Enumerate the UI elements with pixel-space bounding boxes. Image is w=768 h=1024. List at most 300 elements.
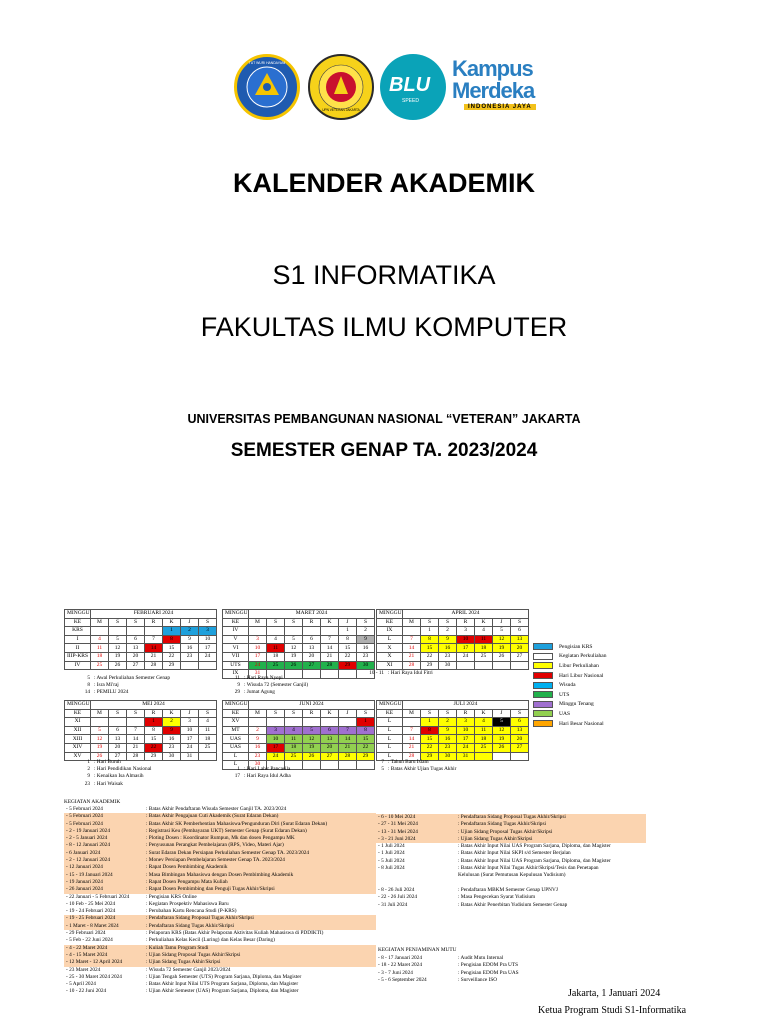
cal-day — [285, 627, 303, 636]
cal-day: 10 — [457, 726, 475, 735]
holiday-item — [62, 759, 212, 766]
cal-day: 1 — [357, 718, 375, 727]
kampus-merdeka-logo — [452, 56, 542, 116]
activity-text: : Pendaftaran Sidang Tugas Akhir/Skripsi — [458, 821, 546, 828]
cal-day: 3 — [199, 627, 217, 636]
cal-day: 5 — [91, 726, 109, 735]
cal-day: 21 — [403, 743, 421, 752]
activity-date: - 5 Juli 2024 — [378, 857, 405, 864]
activity-date: - 8 - 12 Januari 2024 — [66, 842, 110, 849]
cal-day: 22 — [357, 743, 375, 752]
activity-item — [64, 879, 376, 886]
cal-week-label: UTS — [223, 661, 249, 670]
cal-day-header: S — [421, 709, 439, 718]
cal-day: 26 — [303, 752, 321, 761]
cal-day: 22 — [421, 743, 439, 752]
activity-text: : Kegiatan Prospektiv Mahasiswa Baru — [146, 900, 229, 907]
legend-label: UAS — [559, 710, 571, 717]
activity-item — [376, 850, 646, 857]
cal-day: 1 — [421, 718, 439, 727]
cal-day — [321, 627, 339, 636]
cal-day: 27 — [303, 661, 321, 670]
activity-text: : Pengisian EDOM Pra UTS — [458, 962, 519, 969]
activity-item — [376, 821, 646, 828]
holiday-item — [62, 773, 212, 780]
cal-week-label: L — [377, 726, 403, 735]
activity-date: - 1 Juli 2024 — [378, 843, 405, 850]
activity-date: - 5 - 6 September 2024 — [378, 976, 427, 983]
cal-day: 29 — [357, 752, 375, 761]
sign-title: Ketua Program Studi S1-Informatika — [538, 1005, 687, 1016]
cal-day-header: J — [493, 618, 511, 627]
cal-day-header: S — [127, 709, 145, 718]
holiday-text: : Hari Raya Nyepi — [244, 675, 283, 681]
cal-day: 18 — [91, 652, 109, 661]
cal-day-header: R — [303, 709, 321, 718]
cal-week-label: IX — [377, 627, 403, 636]
cal-day: 15 — [421, 735, 439, 744]
cal-day: 8 — [339, 635, 357, 644]
cal-day-header: S — [357, 618, 375, 627]
cal-week-label: KRS — [65, 627, 91, 636]
activity-text — [458, 880, 646, 887]
cal-week-label: XIV — [65, 743, 91, 752]
activity-item — [64, 886, 376, 893]
cal-day — [249, 627, 267, 636]
legend-swatch — [533, 720, 553, 727]
cal-day: 25 — [475, 743, 493, 752]
activity-item — [376, 887, 646, 894]
legend-item — [533, 719, 607, 729]
cal-day: 12 — [493, 635, 511, 644]
holiday-text: : Hari Lahir Pancasila — [244, 766, 291, 772]
cal-day: 27 — [511, 743, 529, 752]
legend-swatch — [533, 643, 553, 650]
activity-item — [64, 901, 376, 908]
activity-item — [64, 908, 376, 915]
holiday-text: : Hari Buruh — [94, 759, 121, 765]
cal-day: 20 — [109, 743, 127, 752]
activity-text: : Masa Pengecekan Syarat Yudisium — [458, 894, 536, 901]
blu-logo — [380, 54, 446, 120]
cal-day: 24 — [267, 752, 285, 761]
cal-day: 14 — [145, 644, 163, 653]
calendar-1 — [222, 609, 375, 679]
cal-day — [475, 661, 493, 670]
cal-day: 10 — [457, 635, 475, 644]
activity-date: - 19 - 25 Februari 2024 — [66, 915, 116, 922]
activity-item — [376, 970, 646, 977]
cal-day: 11 — [475, 635, 493, 644]
cal-day: 28 — [321, 661, 339, 670]
cal-day: 25 — [475, 652, 493, 661]
cal-day-header: K — [475, 618, 493, 627]
holiday-text: : Hari Pendidikan Nasional — [94, 766, 152, 773]
activity-text: : Ujian Sidang Proposal Tugas Akhir/Skripsi — [458, 828, 553, 835]
legend-label: Pengisian KRS — [559, 643, 593, 650]
cal-day: 3 — [249, 635, 267, 644]
activity-text: : Pelaporan KRS (Batas Akhir Pelaporan Aktivitas Kuliah Mahasiswa di PDDIKTI) — [146, 930, 324, 937]
activity-item — [64, 857, 376, 864]
cal-day: 27 — [321, 752, 339, 761]
cal-day: 6 — [127, 635, 145, 644]
activity-text: : Rapat Dosen Pengampu Mata Kuliah — [146, 878, 228, 885]
cal-day: 30 — [439, 752, 457, 761]
cal-day: 18 — [475, 644, 493, 653]
cal-day: 26 — [109, 661, 127, 670]
holiday-item — [62, 675, 212, 682]
activity-item — [64, 835, 376, 842]
activity-item — [376, 872, 646, 879]
holiday-date: 9 — [87, 773, 90, 780]
holiday-date: 1 — [87, 759, 90, 765]
cal-day — [511, 661, 529, 670]
cal-day: 6 — [109, 726, 127, 735]
cal-week-label: X — [377, 652, 403, 661]
cal-day: 30 — [163, 752, 181, 761]
activity-date: - 27 - 31 Mei 2024 — [378, 821, 418, 828]
cal-day: 24 — [457, 743, 475, 752]
cal-day: 28 — [145, 661, 163, 670]
cal-day: 4 — [267, 635, 285, 644]
cal-day — [403, 627, 421, 636]
activity-text: : Wisuda 72 Semester Ganjil 2023/2024 — [146, 966, 231, 973]
cal-day: 20 — [511, 735, 529, 744]
cal-week-label: II — [65, 644, 91, 653]
activity-text: : Audit Mutu Internal — [458, 955, 504, 961]
activity-text: : Batas Akhir Pendaftaran Wisuda Semester Ganjil TA. 2023/2024 — [146, 806, 287, 812]
cal-day: 31 — [249, 670, 267, 679]
cal-day: 19 — [109, 652, 127, 661]
upn-text: UPN VETERAN JAKARTA — [322, 108, 360, 112]
cal-day: 24 — [181, 743, 199, 752]
cal-day: 14 — [403, 735, 421, 744]
cal-day-header: S — [127, 618, 145, 627]
activity-date: - 26 Januari 2024 — [66, 886, 103, 893]
cal-day: 25 — [199, 743, 217, 752]
cal-day: 4 — [285, 726, 303, 735]
cal-day: 28 — [339, 752, 357, 761]
legend-swatch — [533, 662, 553, 669]
mutu-list — [376, 955, 646, 984]
cal-day — [109, 627, 127, 636]
cal-day: 7 — [145, 635, 163, 644]
holiday-date: 17 — [234, 773, 240, 780]
cal-day: 3 — [457, 718, 475, 727]
legend-swatch — [533, 691, 553, 698]
cal-day: 15 — [339, 644, 357, 653]
cal-day: 25 — [267, 661, 285, 670]
cal-day: 20 — [127, 652, 145, 661]
activity-text: : Ujian Sidang Tugas Akhir/Skripsi — [458, 835, 533, 842]
cal-day-header: R — [145, 709, 163, 718]
activity-date — [376, 880, 458, 887]
cal-day — [91, 718, 109, 727]
activity-item — [376, 829, 646, 836]
activity-text: : Ujian Sidang Proposal Tugas Akhir/Skripsi — [146, 951, 241, 958]
activity-item — [376, 880, 646, 887]
cal-day — [493, 661, 511, 670]
holiday-item — [62, 689, 212, 696]
cal-week-label: XIII — [65, 735, 91, 744]
activity-item — [376, 814, 646, 821]
cal-day: 24 — [457, 652, 475, 661]
cal-day: 2 — [439, 718, 457, 727]
cal-week-label: L — [377, 735, 403, 744]
activity-item — [64, 842, 376, 849]
cal-day: 27 — [109, 752, 127, 761]
cal-day — [511, 752, 529, 761]
activity-text: : Rapat Dosen Pembimbing Akademik — [146, 864, 228, 871]
cal-day-header: M — [249, 709, 267, 718]
activity-date: - 6 - 10 Mei 2024 — [378, 814, 416, 820]
cal-day: 10 — [199, 635, 217, 644]
cal-day: 11 — [199, 726, 217, 735]
legend-item — [533, 709, 607, 719]
cal-day: 9 — [439, 635, 457, 644]
activity-date: - 8 - 17 Januari 2024 — [378, 955, 422, 961]
activity-date: - 10 - 22 Juni 2024 — [66, 988, 107, 995]
cal-day: 26 — [285, 661, 303, 670]
cal-day-header: S — [267, 618, 285, 627]
activity-item — [64, 806, 376, 813]
cal-day-header: S — [109, 709, 127, 718]
activity-text: : Masa Bimbingan Mahasiswa dengan Dosen Pembimbing Akademik — [146, 871, 294, 878]
activity-date: - 3 - 21 Juni 2024 — [378, 835, 416, 842]
legend — [533, 642, 607, 728]
cal-day: 7 — [403, 726, 421, 735]
cal-ke-label: KE — [223, 618, 249, 627]
cal-day — [303, 718, 321, 727]
activity-item — [64, 988, 376, 995]
holiday-item — [212, 773, 362, 780]
cal-day: 11 — [91, 644, 109, 653]
cal-day-header: S — [199, 618, 217, 627]
legend-swatch — [533, 672, 553, 679]
activity-text: : Pendaftaran MBKM Semester Genap UPNVJ — [458, 886, 558, 893]
cal-minggu-label: MINGGU — [223, 610, 249, 619]
cal-day: 4 — [475, 718, 493, 727]
activity-date: - 22 - 26 Juli 2024 — [378, 894, 417, 901]
activity-item — [64, 967, 376, 974]
cal-day: 30 — [439, 661, 457, 670]
legend-label: Libur Perkuliahan — [559, 662, 599, 669]
cal-day: 29 — [421, 752, 439, 761]
cal-month-name: JUNI 2024 — [249, 701, 375, 710]
holidays-jun — [212, 766, 362, 780]
cal-day: 3 — [457, 627, 475, 636]
activity-item — [376, 843, 646, 850]
cal-month-name: JULI 2024 — [403, 701, 529, 710]
activity-text: : Registrasi Keu (Pembayaran UKT) Semester Genap (Surat Edaran Dekan) — [146, 827, 307, 834]
cal-day-header: S — [285, 709, 303, 718]
holiday-text: : Awal Perkuliahan Semester Genap — [94, 675, 171, 681]
holiday-date: 5 — [381, 766, 384, 773]
cal-day: 6 — [511, 627, 529, 636]
holiday-text: : Isra Mi'raj — [94, 682, 119, 689]
cal-day: 12 — [303, 735, 321, 744]
faculty-title: FAKULTAS ILMU KOMPUTER — [200, 312, 568, 342]
holiday-date: 2 — [87, 766, 90, 773]
cal-day — [249, 718, 267, 727]
cal-day: 18 — [285, 743, 303, 752]
cal-week-label: XI — [377, 661, 403, 670]
cal-day-header: S — [267, 709, 285, 718]
activity-date: - 2 - 5 Januari 2024 — [66, 835, 108, 842]
cal-day: 19 — [285, 652, 303, 661]
holiday-date: 10 - 11 — [369, 670, 384, 676]
cal-day — [267, 718, 285, 727]
holiday-item — [62, 766, 212, 773]
cal-month-name: MARET 2024 — [249, 610, 375, 619]
cal-day: 14 — [321, 644, 339, 653]
cal-day: 17 — [267, 743, 285, 752]
holidays-may — [62, 759, 212, 788]
cal-ke-label: KE — [377, 709, 403, 718]
activity-text: : Kuliah Tamu Program Studi — [146, 944, 209, 951]
cal-day: 4 — [199, 718, 217, 727]
cal-week-label: VII — [223, 652, 249, 661]
cal-day: 12 — [285, 644, 303, 653]
cal-week-label: VI — [223, 644, 249, 653]
cal-week-label: X — [377, 644, 403, 653]
cal-day: 5 — [285, 635, 303, 644]
cal-day-header: S — [511, 618, 529, 627]
calendar-5 — [376, 700, 529, 761]
merdeka-text: Merdeka — [452, 78, 535, 103]
mutu-title: KEGIATAN PENJAMINAN MUTU — [378, 947, 457, 953]
semester-title: SEMESTER GENAP TA. 2023/2024 — [230, 440, 538, 461]
cal-day: 1 — [163, 627, 181, 636]
cal-week-label: V — [223, 635, 249, 644]
cal-day: 4 — [475, 627, 493, 636]
cal-day: 17 — [457, 735, 475, 744]
cal-day — [91, 627, 109, 636]
activity-item — [64, 850, 376, 857]
cal-day-header: S — [439, 709, 457, 718]
cal-minggu-label: MINGGU — [223, 701, 249, 710]
activity-text: : Penyusunan Perangkat Pembelajaran (RPS, Video, Materi Ajar) — [146, 842, 284, 849]
cal-day: 9 — [181, 635, 199, 644]
calendar-4 — [222, 700, 375, 770]
cal-day: 10 — [181, 726, 199, 735]
cal-day: 30 — [357, 661, 375, 670]
cal-day-header: M — [403, 618, 421, 627]
cal-day: 19 — [91, 743, 109, 752]
activity-date: - 1 Juli 2024 — [378, 850, 405, 857]
upn-logo — [308, 54, 374, 120]
activity-text: : Ujian Sidang Tugas Akhir/Skripsi — [146, 959, 221, 966]
cal-day: 18 — [267, 652, 285, 661]
cal-day: 18 — [199, 735, 217, 744]
cal-day: 23 — [439, 743, 457, 752]
activity-item — [64, 945, 376, 952]
cal-day-header: R — [457, 618, 475, 627]
cal-day-header: K — [163, 618, 181, 627]
cal-day: 17 — [181, 735, 199, 744]
holiday-text: : Kenaikan Isa Almasih — [94, 773, 144, 780]
cal-minggu-label: MINGGU — [65, 701, 91, 710]
cal-day: 11 — [285, 735, 303, 744]
activity-text: : Pendaftaran Sidang Proposal Tugas Akhir/Skripsi — [146, 915, 254, 922]
activity-text: : Batas Akhir Input Nilai SKPI s/d Semester Berjalan — [458, 850, 571, 857]
holiday-item — [62, 781, 212, 788]
cal-week-label: IIIP-KRS — [65, 652, 91, 661]
cal-day: 5 — [109, 635, 127, 644]
cal-day: 7 — [339, 726, 357, 735]
legend-item — [533, 652, 607, 662]
activity-text: : Batas Akhir SK Pemberhentian Mahasiswa/Pengunduran Diri (Surat Edaran Dekan) — [146, 820, 328, 827]
activity-item — [64, 959, 376, 966]
cal-week-label: UAS — [223, 743, 249, 752]
cal-day — [457, 661, 475, 670]
cal-day-header: J — [339, 709, 357, 718]
holiday-item — [212, 682, 362, 689]
cal-day: 13 — [127, 644, 145, 653]
legend-item — [533, 642, 607, 652]
cal-day: 22 — [163, 652, 181, 661]
cal-day: 27 — [511, 652, 529, 661]
activity-date: - 19 - 24 Februari 2024 — [66, 908, 116, 915]
cal-day: 17 — [199, 644, 217, 653]
cal-day: 13 — [321, 735, 339, 744]
cal-day: 22 — [421, 652, 439, 661]
cal-week-label: XI — [65, 718, 91, 727]
cal-day: 2 — [357, 627, 375, 636]
cal-week-label: IX — [223, 670, 249, 679]
cal-day: 5 — [493, 627, 511, 636]
cal-day-header: K — [163, 709, 181, 718]
cal-month-name: FEBRUARI 2024 — [91, 610, 217, 619]
cal-day: 19 — [493, 735, 511, 744]
cal-day-header: R — [303, 618, 321, 627]
holiday-item — [356, 670, 506, 677]
cal-day: 28 — [403, 661, 421, 670]
cal-day: 15 — [357, 735, 375, 744]
activity-text: : Batas Akhir Input Nilai UTS Program Sarjana, Diploma, dan Magister — [146, 981, 299, 988]
cal-ke-label: KE — [377, 618, 403, 627]
cal-week-label: L — [377, 743, 403, 752]
cal-day: 1 — [145, 718, 163, 727]
tut-wuri-text: TUT WURI HANDAYANI — [248, 61, 286, 65]
activity-date: - 1 Maret - 8 Maret 2024 — [66, 922, 119, 929]
activity-text: : Ujian Akhir Semester (UAS) Program Sarjana, Diploma, dan Magister — [146, 988, 299, 995]
cal-day: 2 — [163, 718, 181, 727]
cal-week-label: XII — [65, 726, 91, 735]
cal-month-name: MEI 2024 — [91, 701, 217, 710]
cal-day: 3 — [267, 726, 285, 735]
cal-day-header: M — [403, 709, 421, 718]
cal-day — [127, 718, 145, 727]
cal-day: 10 — [267, 735, 285, 744]
activity-date: - 5 Feb - 22 Juni 2024 — [66, 937, 113, 944]
activity-date: - 5 Februari 2024 — [66, 820, 103, 827]
activity-text: : Monev Persiapan Pembelajaran Semester Genap TA. 2023/2024 — [146, 857, 285, 864]
cal-day: 9 — [163, 726, 181, 735]
activity-item — [376, 955, 646, 962]
cal-day: 6 — [321, 726, 339, 735]
cal-day — [145, 627, 163, 636]
cal-day: 21 — [321, 652, 339, 661]
activity-date: - 10 Feb - 25 Mei 2024 — [66, 900, 116, 907]
cal-day: 26 — [91, 752, 109, 761]
cal-day: 8 — [145, 726, 163, 735]
cal-day — [403, 718, 421, 727]
cal-day: 31 — [181, 752, 199, 761]
activity-date: - 13 - 31 Mei 2024 — [378, 828, 418, 835]
activity-date: - 18 - 22 Maret 2024 — [378, 962, 422, 969]
cal-day: 8 — [421, 726, 439, 735]
